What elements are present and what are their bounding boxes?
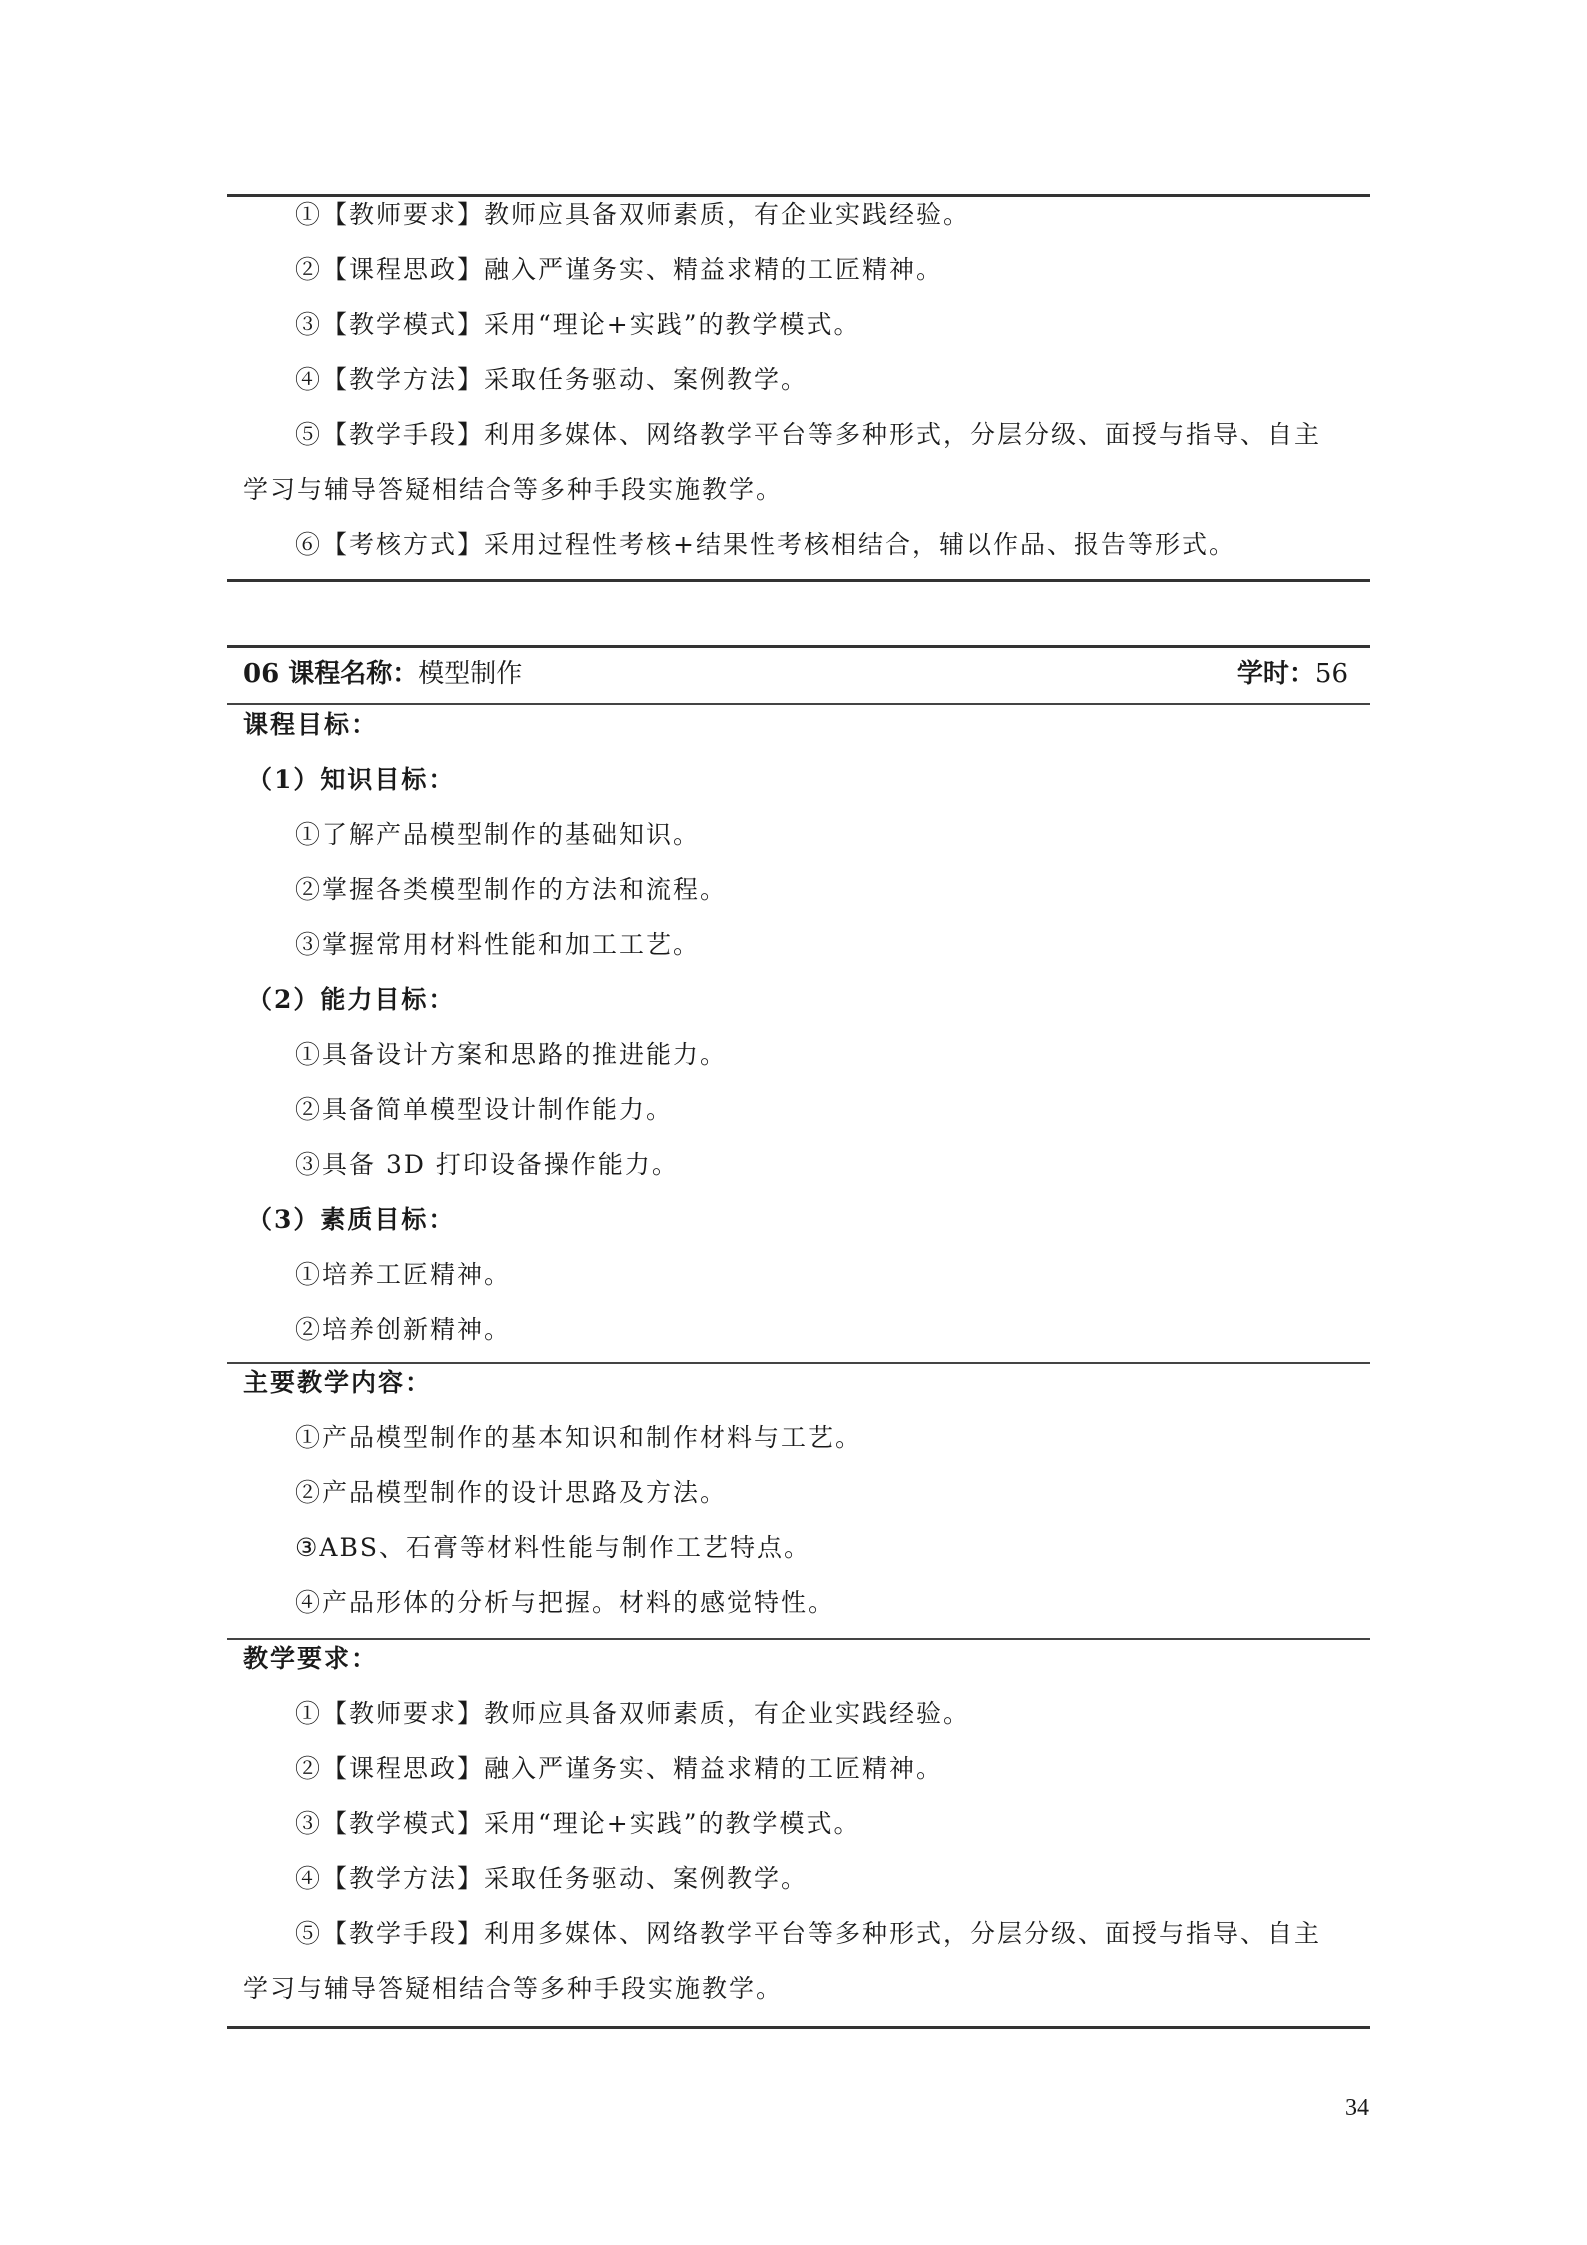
requirement-item-continuation: 学习与辅导答疑相结合等多种手段实施教学。 [243,475,784,504]
requirements-block [227,1631,1370,2016]
knowledge-heading: （1）知识目标： [247,765,456,794]
requirement-item: ⑤【教学手段】利用多媒体、网络教学平台等多种形式，分层分级、面授与指导、自主 [295,1919,1322,1948]
course-bottom-rule [227,2026,1370,2029]
course-header-row [227,645,1370,703]
hours-label: 学时： [1236,659,1315,689]
objectives-block [227,697,1370,1357]
requirement-item: ②【课程思政】融入严谨务实、精益求精的工匠精神。 [295,255,944,284]
requirement-item: ①【教师要求】教师应具备双师素质，有企业实践经验。 [295,1699,971,1728]
requirement-item: ④【教学方法】采取任务驱动、案例教学。 [295,365,809,394]
requirement-item: ②【课程思政】融入严谨务实、精益求精的工匠精神。 [295,1754,944,1783]
prev-requirements-block [227,187,1370,572]
ability-heading: （2）能力目标： [247,985,456,1014]
requirement-item: ①【教师要求】教师应具备双师素质，有企业实践经验。 [295,200,971,229]
section-bottom-rule [227,579,1370,582]
content-heading: 主要教学内容： [243,1368,433,1397]
knowledge-item: ③掌握常用材料性能和加工工艺。 [295,930,701,959]
course-name: 模型制作 [418,659,523,689]
content-block [227,1355,1370,1630]
course-hours [1237,645,1348,703]
requirement-item: ④【教学方法】采取任务驱动、案例教学。 [295,1864,809,1893]
requirement-item: ③【教学模式】采用“理论+实践”的教学模式。 [295,310,861,339]
hours-value: 56 [1314,659,1348,689]
course-label: 06 课程名称： [243,659,419,689]
requirements-heading: 教学要求： [243,1644,379,1673]
requirement-item: ③【教学模式】采用“理论+实践”的教学模式。 [295,1809,861,1838]
requirement-item: ⑤【教学手段】利用多媒体、网络教学平台等多种形式，分层分级、面授与指导、自主 [295,420,1322,449]
quality-item: ①培养工匠精神。 [295,1260,512,1289]
ability-item: ①具备设计方案和思路的推进能力。 [295,1040,728,1069]
content-item: ④产品形体的分析与把握。材料的感觉特性。 [295,1588,836,1617]
content-item: ③ABS、石膏等材料性能与制作工艺特点。 [295,1533,811,1562]
course-title [243,645,522,703]
page-number: 34 [1345,2095,1369,2121]
requirement-item: ⑥【考核方式】采用过程性考核+结果性考核相结合，辅以作品、报告等形式。 [295,530,1236,559]
content-item: ②产品模型制作的设计思路及方法。 [295,1478,728,1507]
requirement-item-continuation: 学习与辅导答疑相结合等多种手段实施教学。 [243,1974,784,2003]
quality-heading: （3）素质目标： [247,1205,456,1234]
knowledge-item: ②掌握各类模型制作的方法和流程。 [295,875,728,904]
knowledge-item: ①了解产品模型制作的基础知识。 [295,820,701,849]
ability-item: ③具备 3D 打印设备操作能力。 [295,1150,679,1179]
content-item: ①产品模型制作的基本知识和制作材料与工艺。 [295,1423,863,1452]
ability-item: ②具备简单模型设计制作能力。 [295,1095,674,1124]
quality-item: ②培养创新精神。 [295,1315,512,1344]
objectives-heading: 课程目标： [243,710,379,739]
